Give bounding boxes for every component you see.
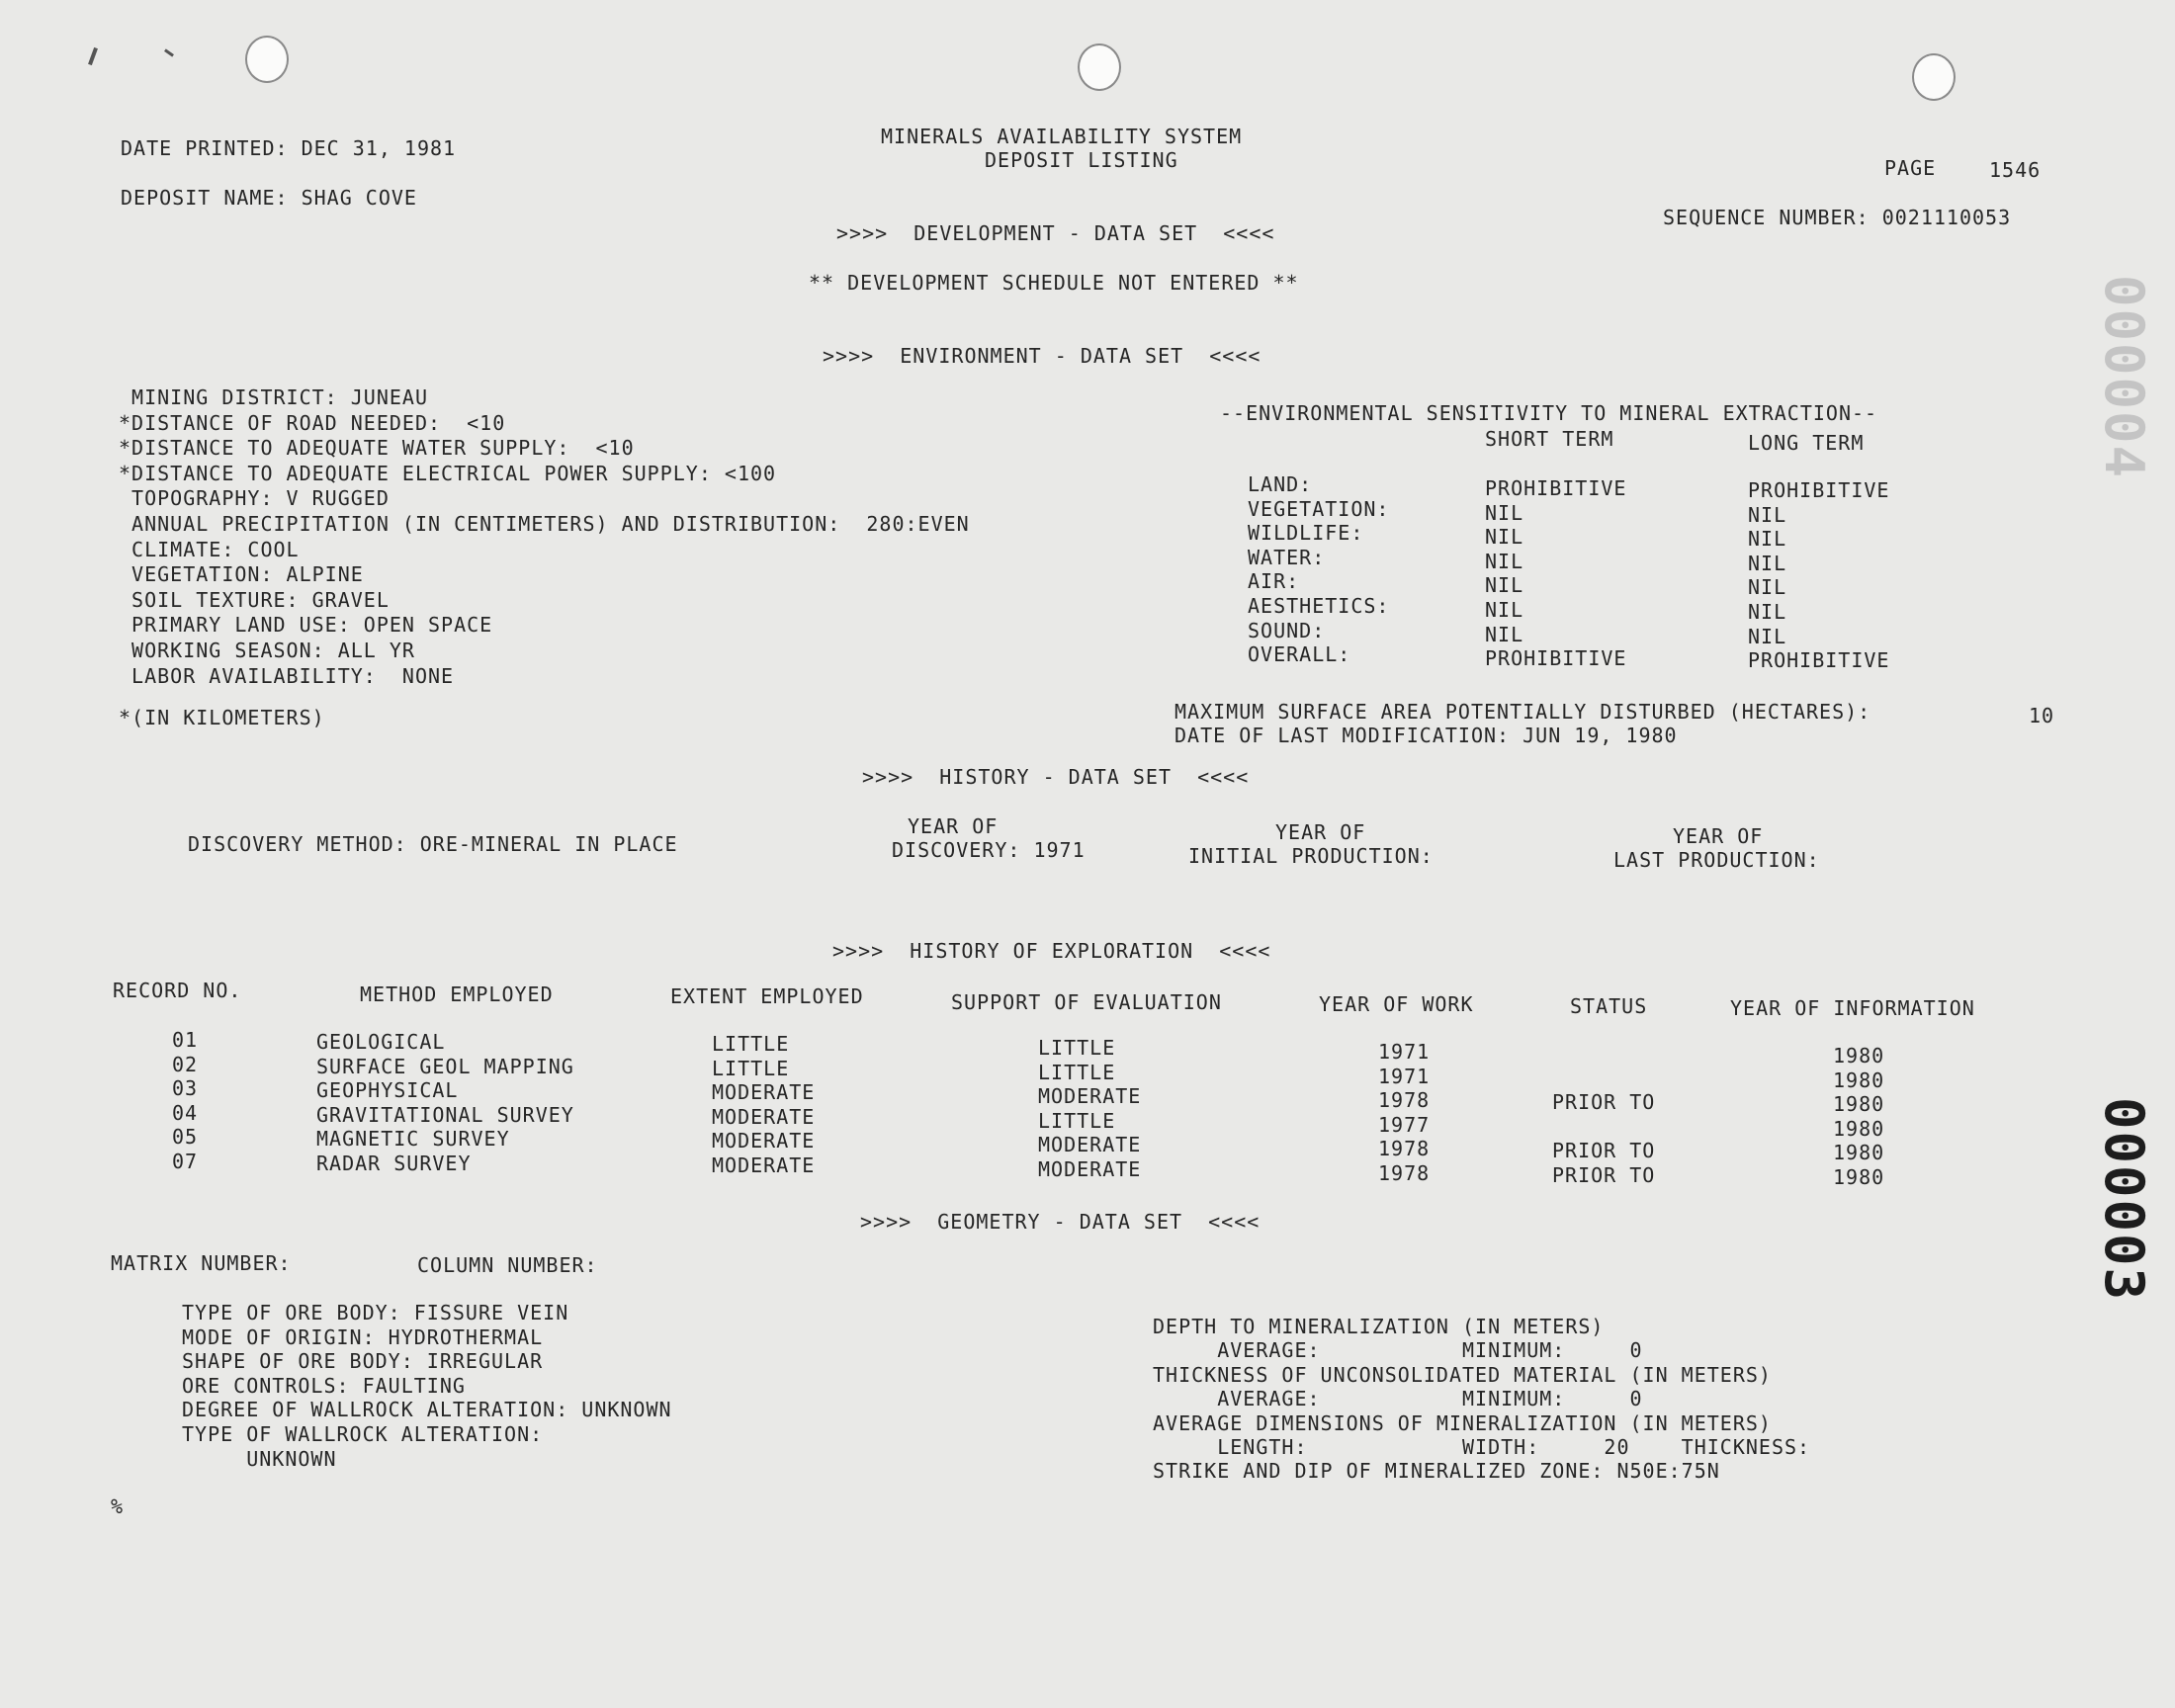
listing-title: DEPOSIT LISTING (985, 148, 1178, 172)
environment-attribute: MINING DISTRICT: JUNEAU (119, 385, 428, 409)
geometry-attribute: TYPE OF ORE BODY: FISSURE VEIN (182, 1301, 569, 1324)
col-year-of-information: YEAR OF INFORMATION (1730, 996, 1975, 1020)
sensitivity-long-term: NIL (1748, 600, 1787, 624)
sensitivity-short-term: NIL (1485, 598, 1524, 622)
sensitivity-long-term: NIL (1748, 527, 1787, 552)
sensitivity-long-term: PROHIBITIVE (1748, 478, 1890, 502)
pen-mark (164, 48, 174, 56)
year-of-discovery: DISCOVERY: 1971 (892, 838, 1086, 862)
environment-attribute: *DISTANCE TO ADEQUATE WATER SUPPLY: <10 (119, 436, 635, 461)
col-record-no: RECORD NO. (113, 979, 242, 1002)
sensitivity-long-term: NIL (1748, 575, 1787, 600)
year-of-information: 1980 (1833, 1092, 1885, 1117)
sensitivity-short-term: NIL (1485, 525, 1524, 550)
environment-attribute: TOPOGRAPHY: V RUGGED (119, 486, 390, 511)
history-heading: >>>> HISTORY - DATA SET <<<< (862, 765, 1250, 789)
geometry-attribute: MODE OF ORIGIN: HYDROTHERMAL (182, 1324, 544, 1349)
year-of-work: 1978 (1378, 1137, 1431, 1161)
year-of-information: 1980 (1833, 1165, 1885, 1189)
geometry-attribute: DEGREE OF WALLROCK ALTERATION: UNKNOWN (182, 1398, 672, 1422)
geometry-dimension: AVERAGE: MINIMUM: 0 (1153, 1387, 1643, 1411)
year-of-information: 1980 (1833, 1116, 1885, 1141)
discovery-method: DISCOVERY METHOD: ORE-MINERAL IN PLACE (188, 832, 678, 856)
environment-attribute: VEGETATION: ALPINE (119, 562, 364, 587)
geometry-attribute: ORE CONTROLS: FAULTING (182, 1373, 466, 1398)
punch-hole-center (1078, 43, 1121, 91)
sensitivity-label: AESTHETICS: (1248, 594, 1390, 618)
status: PRIOR TO (1552, 1090, 1656, 1115)
sensitivity-title: --ENVIRONMENTAL SENSITIVITY TO MINERAL EXTRACTION-- (1220, 401, 1878, 425)
faint-page-stamp: 000004 (2093, 275, 2155, 480)
year-of-work: 1971 (1378, 1040, 1431, 1064)
exploration-heading: >>>> HISTORY OF EXPLORATION <<<< (832, 939, 1271, 963)
geometry-dimension: DEPTH TO MINERALIZATION (IN METERS) (1153, 1315, 1605, 1338)
col-support-of-evaluation: SUPPORT OF EVALUATION (951, 990, 1222, 1014)
max-surface-area-label: MAXIMUM SURFACE AREA POTENTIALLY DISTURBED (HECTARES): (1174, 700, 1871, 724)
initial-production: INITIAL PRODUCTION: (1188, 844, 1434, 868)
matrix-number: MATRIX NUMBER: (111, 1251, 292, 1275)
environment-attribute: *DISTANCE OF ROAD NEEDED: <10 (119, 410, 506, 435)
sensitivity-long-term: PROHIBITIVE (1748, 648, 1890, 673)
year-of-work: 1978 (1378, 1088, 1431, 1113)
environment-attribute: PRIMARY LAND USE: OPEN SPACE (119, 613, 493, 638)
long-term-header: LONG TERM (1748, 431, 1865, 455)
last-modification-date: DATE OF LAST MODIFICATION: JUN 19, 1980 (1174, 724, 1678, 747)
col-status: STATUS (1570, 994, 1648, 1018)
environment-attribute: LABOR AVAILABILITY: NONE (119, 663, 455, 688)
date-printed: DATE PRINTED: DEC 31, 1981 (121, 136, 457, 160)
sensitivity-long-term: NIL (1748, 551, 1787, 575)
year-of-work: 1971 (1378, 1064, 1431, 1088)
col-method-employed: METHOD EMPLOYED (360, 982, 554, 1006)
method-employed: GEOPHYSICAL (316, 1078, 459, 1103)
support-of-evaluation: LITTLE (1038, 1108, 1116, 1133)
record-number: 02 (172, 1052, 199, 1076)
sensitivity-label: OVERALL: (1248, 642, 1351, 667)
geometry-dimension: AVERAGE: MINIMUM: 0 (1153, 1338, 1643, 1363)
year-of-information: 1980 (1833, 1068, 1885, 1092)
extent-employed: MODERATE (712, 1129, 816, 1153)
system-title: MINERALS AVAILABILITY SYSTEM (881, 125, 1243, 148)
environment-attribute: SOIL TEXTURE: GRAVEL (119, 587, 390, 612)
geometry-heading: >>>> GEOMETRY - DATA SET <<<< (860, 1210, 1261, 1234)
extent-employed: LITTLE (712, 1032, 790, 1056)
environment-attribute: ANNUAL PRECIPITATION (IN CENTIMETERS) AND DISTRIBUTION: 280:EVEN (119, 512, 970, 536)
pen-mark (88, 47, 98, 65)
punch-hole-right (1912, 53, 1956, 101)
sensitivity-short-term: PROHIBITIVE (1485, 646, 1627, 671)
year-of-work: 1977 (1378, 1112, 1431, 1137)
page-number: 1546 (1989, 158, 2042, 182)
geometry-attribute: SHAPE OF ORE BODY: IRREGULAR (182, 1349, 544, 1374)
method-employed: GEOLOGICAL (316, 1030, 446, 1054)
extent-employed: MODERATE (712, 1104, 816, 1129)
sequence-number: SEQUENCE NUMBER: 0021110053 (1663, 206, 2012, 229)
sensitivity-label: LAND: (1248, 472, 1313, 496)
sensitivity-short-term: PROHIBITIVE (1485, 476, 1627, 500)
environment-attribute: WORKING SEASON: ALL YR (119, 639, 415, 662)
geometry-attribute: UNKNOWN (182, 1446, 337, 1471)
punch-hole-left (245, 36, 289, 83)
year-of-discovery-label: YEAR OF (908, 814, 999, 838)
sensitivity-label: SOUND: (1248, 618, 1326, 642)
support-of-evaluation: MODERATE (1038, 1157, 1142, 1181)
year-of-last-label: YEAR OF (1673, 824, 1764, 848)
support-of-evaluation: LITTLE (1038, 1060, 1116, 1084)
geometry-dimension: LENGTH: WIDTH: 20 THICKNESS: (1153, 1435, 1811, 1459)
extent-employed: MODERATE (712, 1080, 816, 1105)
year-of-work: 1978 (1378, 1161, 1431, 1185)
status: PRIOR TO (1552, 1139, 1656, 1163)
method-employed: GRAVITATIONAL SURVEY (316, 1102, 574, 1127)
development-heading: >>>> DEVELOPMENT - DATA SET <<<< (836, 221, 1275, 245)
sensitivity-label: AIR: (1248, 569, 1300, 594)
record-number: 01 (172, 1028, 199, 1052)
record-number: 05 (172, 1125, 199, 1150)
year-of-information: 1980 (1833, 1044, 1885, 1068)
geometry-attribute: TYPE OF WALLROCK ALTERATION: (182, 1422, 544, 1446)
record-number: 03 (172, 1076, 199, 1101)
extent-employed: LITTLE (712, 1056, 790, 1080)
short-term-header: SHORT TERM (1485, 427, 1614, 451)
status: PRIOR TO (1552, 1163, 1656, 1187)
sensitivity-short-term: NIL (1485, 500, 1524, 525)
sensitivity-label: WATER: (1248, 545, 1326, 569)
page-label: PAGE (1884, 156, 1937, 180)
record-number: 04 (172, 1100, 199, 1125)
last-production: LAST PRODUCTION: (1613, 848, 1820, 872)
sensitivity-label: WILDLIFE: (1248, 521, 1364, 546)
footer-mark: % (111, 1494, 125, 1518)
year-of-initial-label: YEAR OF (1275, 820, 1366, 844)
page-stamp: 000003 (2093, 1097, 2155, 1303)
sensitivity-long-term: NIL (1748, 624, 1787, 648)
sensitivity-short-term: NIL (1485, 549, 1524, 573)
geometry-dimension: THICKNESS OF UNCONSOLIDATED MATERIAL (IN METERS) (1153, 1362, 1772, 1387)
environment-heading: >>>> ENVIRONMENT - DATA SET <<<< (823, 344, 1262, 368)
method-employed: MAGNETIC SURVEY (316, 1127, 510, 1152)
support-of-evaluation: MODERATE (1038, 1133, 1142, 1157)
col-extent-employed: EXTENT EMPLOYED (670, 984, 864, 1008)
units-note: *(IN KILOMETERS) (119, 706, 325, 729)
support-of-evaluation: LITTLE (1038, 1036, 1116, 1060)
extent-employed: MODERATE (712, 1153, 816, 1177)
support-of-evaluation: MODERATE (1038, 1084, 1142, 1109)
sensitivity-short-term: NIL (1485, 573, 1524, 598)
column-number: COLUMN NUMBER: (417, 1253, 598, 1277)
sensitivity-label: VEGETATION: (1248, 496, 1390, 521)
geometry-dimension: AVERAGE DIMENSIONS OF MINERALIZATION (IN METERS) (1153, 1410, 1772, 1435)
sensitivity-short-term: NIL (1485, 622, 1524, 646)
geometry-dimension: STRIKE AND DIP OF MINERALIZED ZONE: N50E:75N (1153, 1459, 1720, 1484)
method-employed: SURFACE GEOL MAPPING (316, 1054, 574, 1078)
sensitivity-long-term: NIL (1748, 502, 1787, 527)
max-surface-area-value: 10 (2029, 704, 2055, 727)
environment-attribute: *DISTANCE TO ADEQUATE ELECTRICAL POWER SUPPLY: <100 (119, 461, 777, 485)
development-note: ** DEVELOPMENT SCHEDULE NOT ENTERED ** (809, 271, 1299, 295)
record-number: 07 (172, 1150, 199, 1173)
method-employed: RADAR SURVEY (316, 1152, 472, 1175)
deposit-name: DEPOSIT NAME: SHAG COVE (121, 186, 417, 210)
year-of-information: 1980 (1833, 1141, 1885, 1165)
environment-attribute: CLIMATE: COOL (119, 537, 300, 561)
col-year-of-work: YEAR OF WORK (1319, 992, 1474, 1016)
